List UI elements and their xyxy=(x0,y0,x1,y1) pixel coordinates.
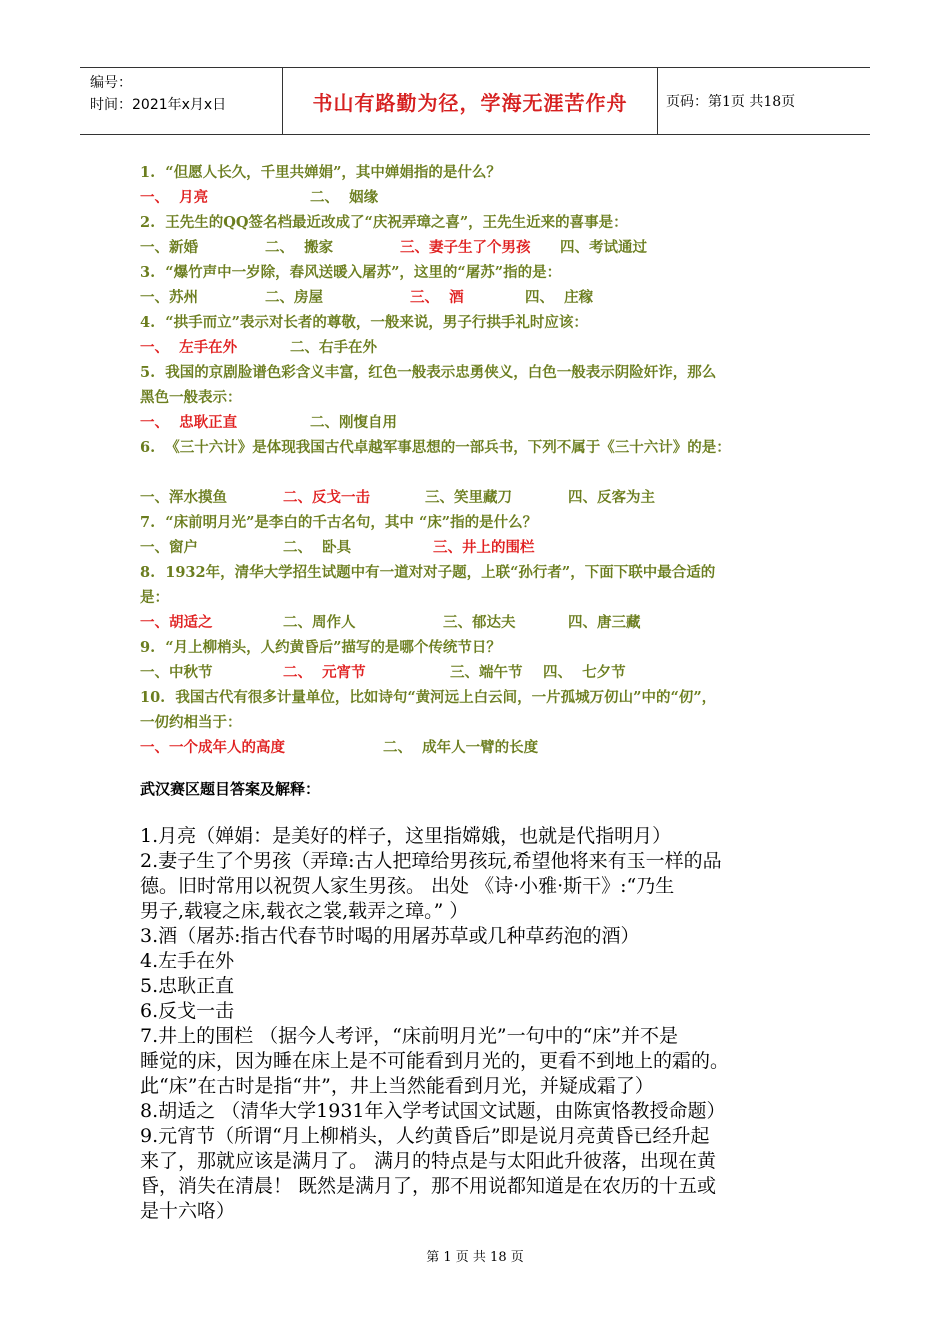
answer-line: 睡觉的床，因为睡在床上是不可能看到月光的，更看不到地上的霜的。 xyxy=(140,1050,730,1072)
question-text: 4. “拱手而立”表示对长者的尊敬，一般来说，男子行拱手礼时应该： xyxy=(140,314,588,331)
question-text: 9. “月上柳梢头，人约黄昏后”描写的是哪个传统节日？ xyxy=(140,639,501,656)
option: 一、浑水摸鱼 xyxy=(140,489,227,506)
question-text: 黑色一般表示： xyxy=(140,389,242,406)
options-row xyxy=(140,285,830,310)
option: 一、中秋节 xyxy=(140,664,213,681)
correct-option: 一、 忠耿正直 xyxy=(140,414,238,431)
quiz-section xyxy=(140,160,830,760)
correct-option: 二、反戈一击 xyxy=(283,489,370,506)
option: 四、 七夕节 xyxy=(543,664,626,681)
header-motto: 书山有路勤为径，学海无涯苦作舟 xyxy=(283,68,658,134)
option: 二、 搬家 xyxy=(265,239,334,256)
options-row xyxy=(140,335,830,360)
header-meta xyxy=(80,68,283,134)
question-text: 6. 《三十六计》是体现我国古代卓越军事思想的一部兵书，下列不属于《三十六计》的是： xyxy=(140,439,731,456)
option: 一、新婚 xyxy=(140,239,198,256)
answer-line: 9.元宵节（所谓“月上柳梢头，人约黄昏后”即是说月亮黄昏已经升起 xyxy=(140,1125,710,1147)
question-text: 一仞约相当于： xyxy=(140,714,242,731)
options-row xyxy=(140,535,830,560)
question-text: 7. “床前明月光”是李白的千古名句，其中 “床”指的是什么？ xyxy=(140,514,538,531)
answer-line: 5.忠耿正直 xyxy=(140,975,235,997)
option: 四、唐三藏 xyxy=(568,614,641,631)
answer-line: 昏，消失在清晨！ 既然是满月了，那不用说都知道是在农历的十五或 xyxy=(140,1175,717,1197)
document-date: 时间：2021年x月x日 xyxy=(90,97,227,113)
question-text: 3. “爆竹声中一岁除，春风送暖入屠苏”，这里的“屠苏”指的是： xyxy=(140,264,562,281)
options-row xyxy=(140,485,830,510)
question-text: 8. 1932年，清华大学招生试题中有一道对对子题，上联“孙行者”，下面下联中最合适的 xyxy=(140,564,716,581)
option: 二、右手在外 xyxy=(290,339,377,356)
answer-line: 4.左手在外 xyxy=(140,950,235,972)
option: 四、反客为主 xyxy=(568,489,655,506)
answer-line: 德。旧时常用以祝贺人家生男孩。 出处 《诗·小雅·斯干》:“乃生 xyxy=(140,875,675,897)
options-row xyxy=(140,235,830,260)
question-text: 5. 我国的京剧脸谱色彩含义丰富，红色一般表示忠勇侠义，白色一般表示阴险奸诈，那么 xyxy=(140,364,717,381)
option: 一、窗户 xyxy=(140,539,198,556)
option: 二、 卧具 xyxy=(283,539,352,556)
document-number: 编号： xyxy=(90,75,132,91)
option: 二、 成年人一臂的长度 xyxy=(383,739,539,756)
options-row xyxy=(140,410,830,435)
correct-option: 二、 元宵节 xyxy=(283,664,366,681)
answer-line: 是十六咯） xyxy=(140,1200,236,1222)
document-header xyxy=(80,67,870,135)
option: 三、郁达夫 xyxy=(443,614,516,631)
correct-option: 三、妻子生了个男孩 xyxy=(400,239,531,256)
question-text: 2. 王先生的QQ签名档最近改成了“庆祝弄璋之喜”，王先生近来的喜事是： xyxy=(140,214,628,231)
option: 三、端午节 xyxy=(450,664,523,681)
option: 一、苏州 xyxy=(140,289,198,306)
answer-line: 男子,载寝之床,载衣之裳,载弄之璋。” ） xyxy=(140,900,469,922)
answer-line: 6.反戈一击 xyxy=(140,1000,235,1022)
question-text: 10. 我国古代有很多计量单位，比如诗句“黄河远上白云间，一片孤城万仞山”中的“仞”， xyxy=(140,689,717,706)
header-page-number: 页码：第1页 共18页 xyxy=(666,94,796,110)
correct-option: 三、井上的围栏 xyxy=(433,539,535,556)
option: 二、房屋 xyxy=(265,289,323,306)
correct-option: 一、 左手在外 xyxy=(140,339,238,356)
option: 四、 庄稼 xyxy=(525,289,594,306)
options-row xyxy=(140,660,830,685)
correct-option: 一、胡适之 xyxy=(140,614,213,631)
correct-option: 一、 月亮 xyxy=(140,189,209,206)
option: 二、刚愎自用 xyxy=(310,414,397,431)
answer-line: 3.酒（屠苏:指古代春节时喝的用屠苏草或几种草药泡的酒） xyxy=(140,925,640,947)
answer-line: 来了，那就应该是满月了。 满月的特点是与太阳此升彼落，出现在黄 xyxy=(140,1150,717,1172)
answer-line: 7.井上的围栏 （据今人考评，“床前明月光”一句中的“床”并不是 xyxy=(140,1025,679,1047)
answers-section xyxy=(140,824,820,1224)
answer-line: 1.月亮（婵娟：是美好的样子，这里指嫦娥，也就是代指明月） xyxy=(140,825,672,847)
correct-option: 三、 酒 xyxy=(410,289,464,306)
option: 四、考试通过 xyxy=(560,239,647,256)
option: 二、 姻缘 xyxy=(310,189,379,206)
answer-line: 此“床”在古时是指“井”，井上当然能看到月光，并疑成霜了） xyxy=(140,1075,654,1097)
options-row xyxy=(140,610,830,635)
options-row xyxy=(140,185,830,210)
answer-line: 8.胡适之 （清华大学1931年入学考试国文试题，由陈寅恪教授命题） xyxy=(140,1100,726,1122)
option: 二、周作人 xyxy=(283,614,356,631)
option: 三、笑里藏刀 xyxy=(425,489,512,506)
options-row xyxy=(140,735,830,760)
question-text: 是： xyxy=(140,589,169,606)
answers-title: 武汉赛区题目答案及解释： xyxy=(140,780,321,798)
correct-option: 一、一个成年人的高度 xyxy=(140,739,285,756)
answer-line: 2.妻子生了个男孩（弄璋:古人把璋给男孩玩,希望他将来有玉一样的品 xyxy=(140,850,722,872)
question-text: 1. “但愿人长久，千里共婵娟”，其中婵娟指的是什么？ xyxy=(140,164,501,181)
page-footer: 第 1 页 共 18 页 xyxy=(426,1250,524,1265)
